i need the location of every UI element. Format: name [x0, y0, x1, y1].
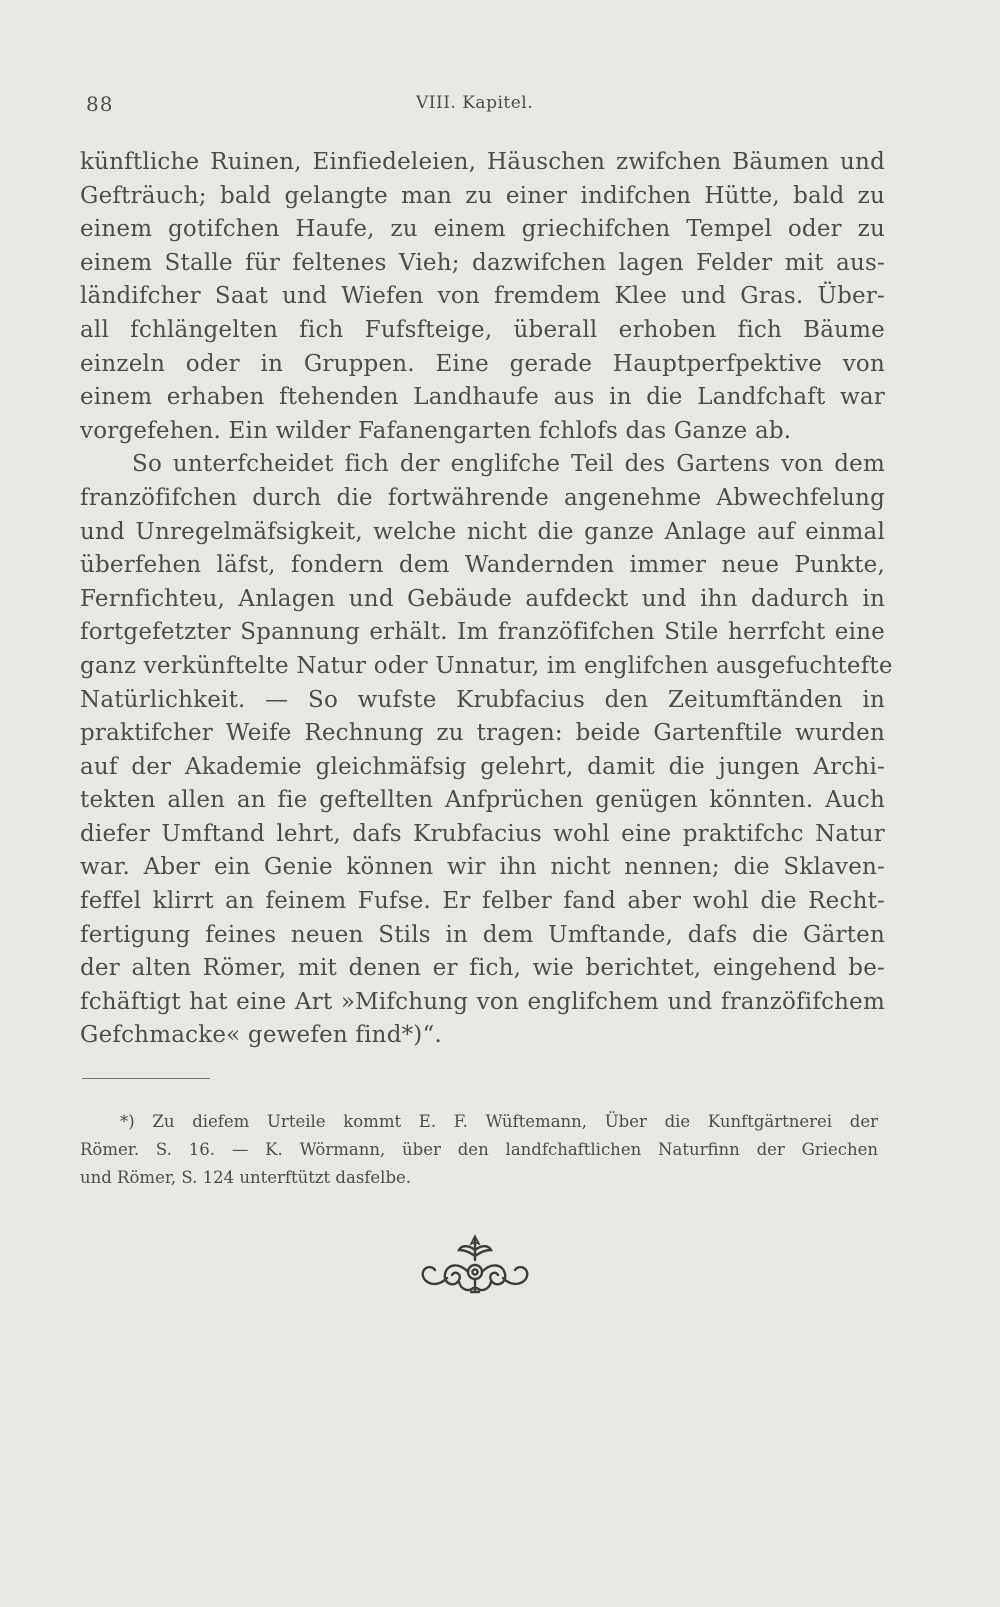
footnote-line: *) Zu diefem Urteile kommt E. F. Wüftemann, Über die Kunftgärtnerei der: [120, 1112, 878, 1131]
text-line: vorgefehen. Ein wilder Fafanengarten fchlofs das Ganze ab.: [80, 417, 792, 444]
text-line: auf der Akademie gleichmäfsig gelehrt, damit die jungen Archi-: [80, 753, 885, 780]
text-line: fortgefetzter Spannung erhält. Im franzöfifchen Stile herrfcht eine: [80, 619, 885, 646]
text-line: Natürlichkeit. — So wufste Krubfacius den Zeitumftänden in: [80, 686, 885, 713]
paragraph-start-line: So unterfcheidet fich der englifche Teil des Gartens von dem: [132, 451, 885, 478]
text-line: Gefchmacke« gewefen find*)“.: [80, 1022, 442, 1049]
page-header: [86, 92, 886, 126]
text-line: und Unregelmäfsigkeit, welche nicht die ganze Anlage auf einmal: [80, 518, 885, 545]
page-number: 88: [86, 92, 114, 116]
text-line: fchäftigt hat eine Art »Mifchung von englifchem und franzöfifchem: [80, 988, 885, 1015]
floral-vignette-icon: [415, 1232, 535, 1302]
text-line: ganz verkünftelte Natur oder Unnatur, im englifchen ausgefuchtefte: [80, 652, 893, 679]
body-text: [80, 146, 893, 1053]
text-line: einzeln oder in Gruppen. Eine gerade Hauptperfpektive von: [80, 350, 885, 377]
running-head: VIII. Kapitel.: [416, 93, 534, 113]
footnote-divider: [82, 1078, 210, 1079]
text-line: ländifcher Saat und Wiefen von fremdem Klee und Gras. Über-: [80, 283, 885, 310]
text-line: einem Stalle für feltenes Vieh; dazwifchen lagen Felder mit aus-: [80, 249, 885, 276]
footnote-line: Römer. S. 16. — K. Wörmann, über den landfchaftlichen Naturfinn der Griechen: [80, 1140, 878, 1159]
text-line: der alten Römer, mit denen er fich, wie berichtet, eingehend be-: [80, 955, 885, 982]
footnote-line: und Römer, S. 124 unterftützt dasfelbe.: [80, 1168, 412, 1187]
floral-vignette-svg: [415, 1232, 535, 1302]
text-line: einem erhaben ftehenden Landhaufe aus in die Landfchaft war: [80, 384, 885, 411]
text-line: war. Aber ein Genie können wir ihn nicht nennen; die Sklaven-: [80, 854, 885, 881]
text-line: Gefträuch; bald gelangte man zu einer indifchen Hütte, bald zu: [80, 182, 885, 209]
text-line: tekten allen an fie geftellten Anfprüchen genügen könnten. Auch: [80, 787, 885, 814]
text-line: feffel klirrt an feinem Fufse. Er felber fand aber wohl die Recht-: [80, 888, 885, 915]
text-line: franzöfifchen durch die fortwährende angenehme Abwechfelung: [80, 484, 885, 511]
text-line: künftliche Ruinen, Einfiedeleien, Häuschen zwifchen Bäumen und: [80, 149, 885, 175]
text-line: diefer Umftand lehrt, dafs Krubfacius wohl eine praktifchc Natur: [80, 820, 885, 847]
text-line: all fchlängelten fich Fufsfteige, überall erhoben fich Bäume: [80, 316, 885, 343]
text-line: praktifcher Weife Rechnung zu tragen: beide Gartenftile wurden: [80, 720, 885, 747]
text-line: Fernfichteu, Anlagen und Gebäude aufdeckt und ihn dadurch in: [80, 585, 885, 612]
text-line: fertigung feines neuen Stils in dem Umftande, dafs die Gärten: [80, 921, 885, 948]
footnote: [80, 1108, 878, 1192]
text-line: überfehen läfst, fondern dem Wandernden immer neue Punkte,: [80, 552, 885, 579]
text-line: einem gotifchen Haufe, zu einem griechifchen Tempel oder zu: [80, 216, 885, 243]
